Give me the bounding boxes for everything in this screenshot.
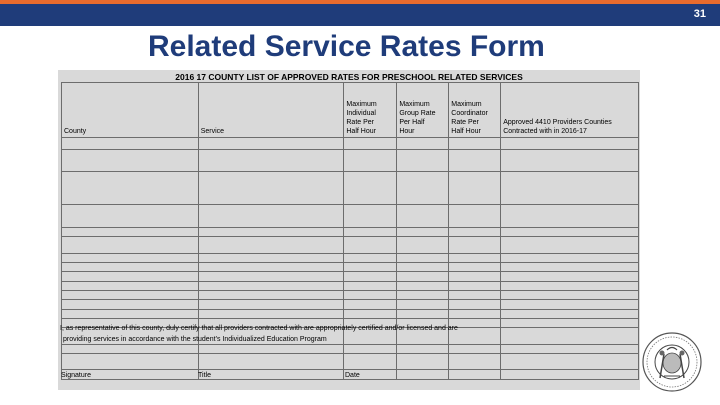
table-row [62,281,639,290]
table-cell[interactable] [501,263,639,272]
table-cell[interactable] [501,137,639,149]
table-cell[interactable] [198,149,344,171]
table-cell[interactable] [198,204,344,227]
table-cell[interactable] [501,300,639,309]
table-cell[interactable] [344,149,397,171]
table-header-row [62,83,639,138]
title-label: Title [198,372,211,379]
table-cell[interactable] [501,370,639,380]
table-cell[interactable] [501,344,639,353]
table-cell[interactable] [501,328,639,344]
table-cell[interactable] [198,272,344,281]
top-banner [0,0,720,26]
table-cell[interactable] [397,171,449,204]
table-row [62,354,639,370]
table-cell[interactable] [501,291,639,300]
table-cell[interactable] [501,227,639,236]
table-cell[interactable] [198,263,344,272]
table-cell[interactable] [198,370,344,380]
table-cell[interactable] [449,253,501,262]
header-providers: Approved 4410 Providers Counties Contracted with in 2016-17 [501,83,639,138]
table-cell[interactable] [397,281,449,290]
table-row [62,149,639,171]
table-cell[interactable] [397,300,449,309]
table-cell[interactable] [62,149,199,171]
table-cell[interactable] [449,149,501,171]
header-coordinator-rate: Maximum Coordinator Rate Per Half Hour [449,83,501,138]
table-cell[interactable] [344,309,397,318]
table-cell[interactable] [449,227,501,236]
table-cell[interactable] [344,344,397,353]
table-cell[interactable] [397,149,449,171]
header-county: County [62,83,199,138]
signature-label: Signature [61,372,91,379]
table-cell[interactable] [501,171,639,204]
table-row [62,137,639,149]
table-cell[interactable] [344,171,397,204]
table-row [62,227,639,236]
table-cell[interactable] [62,344,199,353]
table-cell[interactable] [344,204,397,227]
table-cell[interactable] [397,227,449,236]
table-cell[interactable] [198,237,344,253]
certification-line-1: I, as representative of this county, duly certify that all providers contracted with are appropriately certified and/or licensed and are [60,325,458,332]
table-cell[interactable] [397,309,449,318]
table-cell[interactable] [449,281,501,290]
table-cell[interactable] [62,237,199,253]
orange-accent-stripe [0,0,720,4]
table-cell[interactable] [198,171,344,204]
table-cell[interactable] [449,291,501,300]
table-cell[interactable] [397,370,449,380]
table-cell[interactable] [344,137,397,149]
rates-form [58,70,640,390]
table-cell[interactable] [344,253,397,262]
table-row [62,309,639,318]
table-cell[interactable] [344,354,397,370]
table-cell[interactable] [344,272,397,281]
table-cell[interactable] [344,291,397,300]
table-cell[interactable] [198,344,344,353]
table-cell[interactable] [501,354,639,370]
table-cell[interactable] [62,137,199,149]
table-row [62,253,639,262]
table-cell[interactable] [397,354,449,370]
table-cell[interactable] [449,309,501,318]
table-cell[interactable] [397,344,449,353]
table-cell[interactable] [62,171,199,204]
slide-number: 31 [693,8,706,20]
table-cell[interactable] [449,237,501,253]
certification-statement [60,323,458,345]
table-row [62,344,639,353]
table-row [62,263,639,272]
table-cell[interactable] [397,272,449,281]
table-cell[interactable] [344,263,397,272]
table-cell[interactable] [198,281,344,290]
table-cell[interactable] [198,300,344,309]
table-cell[interactable] [62,291,199,300]
table-cell[interactable] [397,253,449,262]
table-row [62,300,639,309]
table-cell[interactable] [449,344,501,353]
table-cell[interactable] [344,300,397,309]
certification-line-2: providing services in accordance with the student’s Individualized Education Program [63,336,327,343]
table-cell[interactable] [501,319,639,328]
table-cell[interactable] [198,137,344,149]
page-title: Related Service Rates Form [148,30,545,63]
table-cell[interactable] [449,263,501,272]
table-cell[interactable] [501,272,639,281]
table-cell[interactable] [501,281,639,290]
table-cell[interactable] [62,272,199,281]
table-cell[interactable] [62,300,199,309]
table-cell[interactable] [449,300,501,309]
table-row [62,204,639,227]
table-cell[interactable] [397,204,449,227]
header-individual-rate: Maximum Individual Rate Per Half Hour [344,83,397,138]
table-cell[interactable] [198,309,344,318]
table-cell[interactable] [501,204,639,227]
table-cell[interactable] [449,370,501,380]
table-cell[interactable] [62,354,199,370]
table-cell[interactable] [449,204,501,227]
table-cell[interactable] [449,137,501,149]
table-cell[interactable] [344,237,397,253]
table-cell[interactable] [397,137,449,149]
table-cell[interactable] [62,281,199,290]
table-cell[interactable] [449,171,501,204]
table-cell[interactable] [501,253,639,262]
table-cell[interactable] [449,272,501,281]
table-cell[interactable] [397,263,449,272]
table-cell[interactable] [198,227,344,236]
table-cell[interactable] [198,253,344,262]
table-cell[interactable] [449,354,501,370]
table-cell[interactable] [62,263,199,272]
header-service: Service [198,83,344,138]
table-cell[interactable] [62,253,199,262]
table-cell[interactable] [501,309,639,318]
table-cell[interactable] [344,281,397,290]
table-cell[interactable] [344,227,397,236]
table-cell[interactable] [501,149,639,171]
date-label: Date [345,372,360,379]
table-cell[interactable] [198,354,344,370]
state-seal-icon [642,332,702,392]
table-cell[interactable] [62,309,199,318]
table-row [62,272,639,281]
table-row [62,237,639,253]
table-cell[interactable] [397,237,449,253]
header-group-rate: Maximum Group Rate Per Half Hour [397,83,449,138]
table-cell[interactable] [62,227,199,236]
table-cell[interactable] [397,291,449,300]
table-cell[interactable] [62,204,199,227]
table-row [62,171,639,204]
form-title: 2016 17 COUNTY LIST OF APPROVED RATES FOR PRESCHOOL RELATED SERVICES [175,72,523,82]
table-cell[interactable] [198,291,344,300]
table-cell[interactable] [501,237,639,253]
table-row [62,291,639,300]
